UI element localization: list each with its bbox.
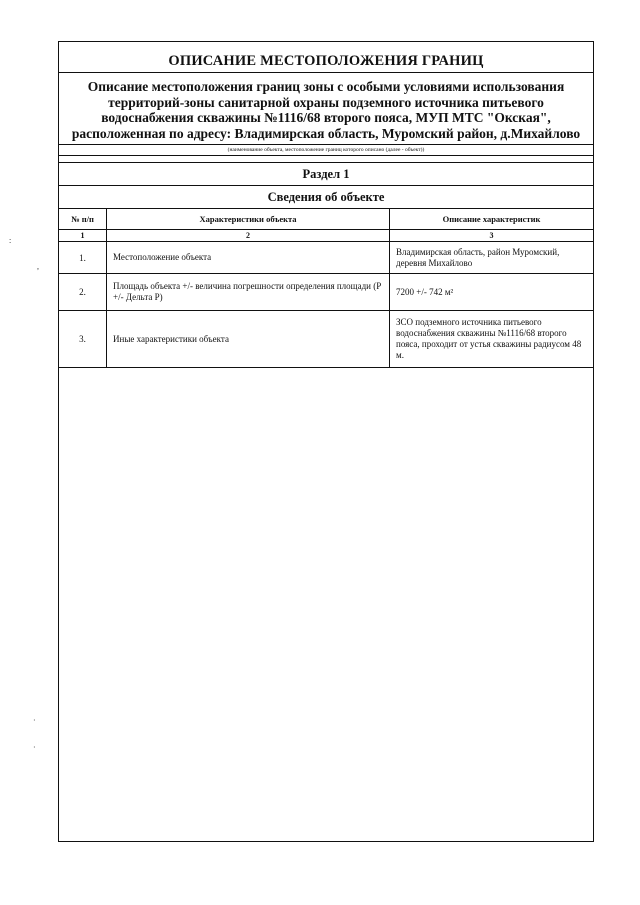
header-characteristic: Характеристики объекта (107, 209, 390, 230)
object-table (59, 209, 593, 368)
row-num: 1. (59, 242, 107, 274)
table-row (59, 274, 593, 311)
column-number: 2 (107, 230, 390, 242)
header-num: № п/п (59, 209, 107, 230)
document-title: ОПИСАНИЕ МЕСТОПОЛОЖЕНИЯ ГРАНИЦ (59, 42, 593, 73)
row-description: 7200 +/- 742 м² (390, 274, 594, 311)
row-num: 3. (59, 311, 107, 368)
margin-mark: · (33, 743, 36, 752)
subsection-heading: Сведения об объекте (59, 186, 593, 209)
row-characteristic: Местоположение объекта (107, 242, 390, 274)
row-description: Владимирская область, район Муромский, деревня Михайлово (390, 242, 594, 274)
table-row (59, 242, 593, 274)
document-description: Описание местоположения границ зоны с особыми условиями использования территорий-зоны санитарной охраны подземного источника питьевого водоснабжения скважины №1116/68 второго пояса, МУП МТС "Окская", расположенная по адресу: Владимирская область, Муромский район, д.Михайлово (71, 79, 581, 141)
column-number-row (59, 230, 593, 242)
column-number: 1 (59, 230, 107, 242)
row-description: ЗСО подземного источника питьевого водоснабжения скважины №1116/68 второго пояса, проходит от устья скважины радиусом 48 м. (390, 311, 594, 368)
header-description: Описание характеристик (390, 209, 594, 230)
spacer (59, 156, 593, 163)
row-num: 2. (59, 274, 107, 311)
section-heading: Раздел 1 (59, 163, 593, 186)
document-frame (58, 41, 594, 842)
row-characteristic: Иные характеристики объекта (107, 311, 390, 368)
margin-mark: : (9, 236, 12, 245)
margin-mark: , (37, 262, 39, 271)
table-header-row (59, 209, 593, 230)
margin-mark: · (33, 716, 36, 725)
object-note: (наименование объекта, местоположение границ которого описано (далее - объект)) (59, 144, 593, 156)
column-number: 3 (390, 230, 594, 242)
table-row (59, 311, 593, 368)
row-characteristic: Площадь объекта +/- величина погрешности определения площади (Р +/- Дельта Р) (107, 274, 390, 311)
